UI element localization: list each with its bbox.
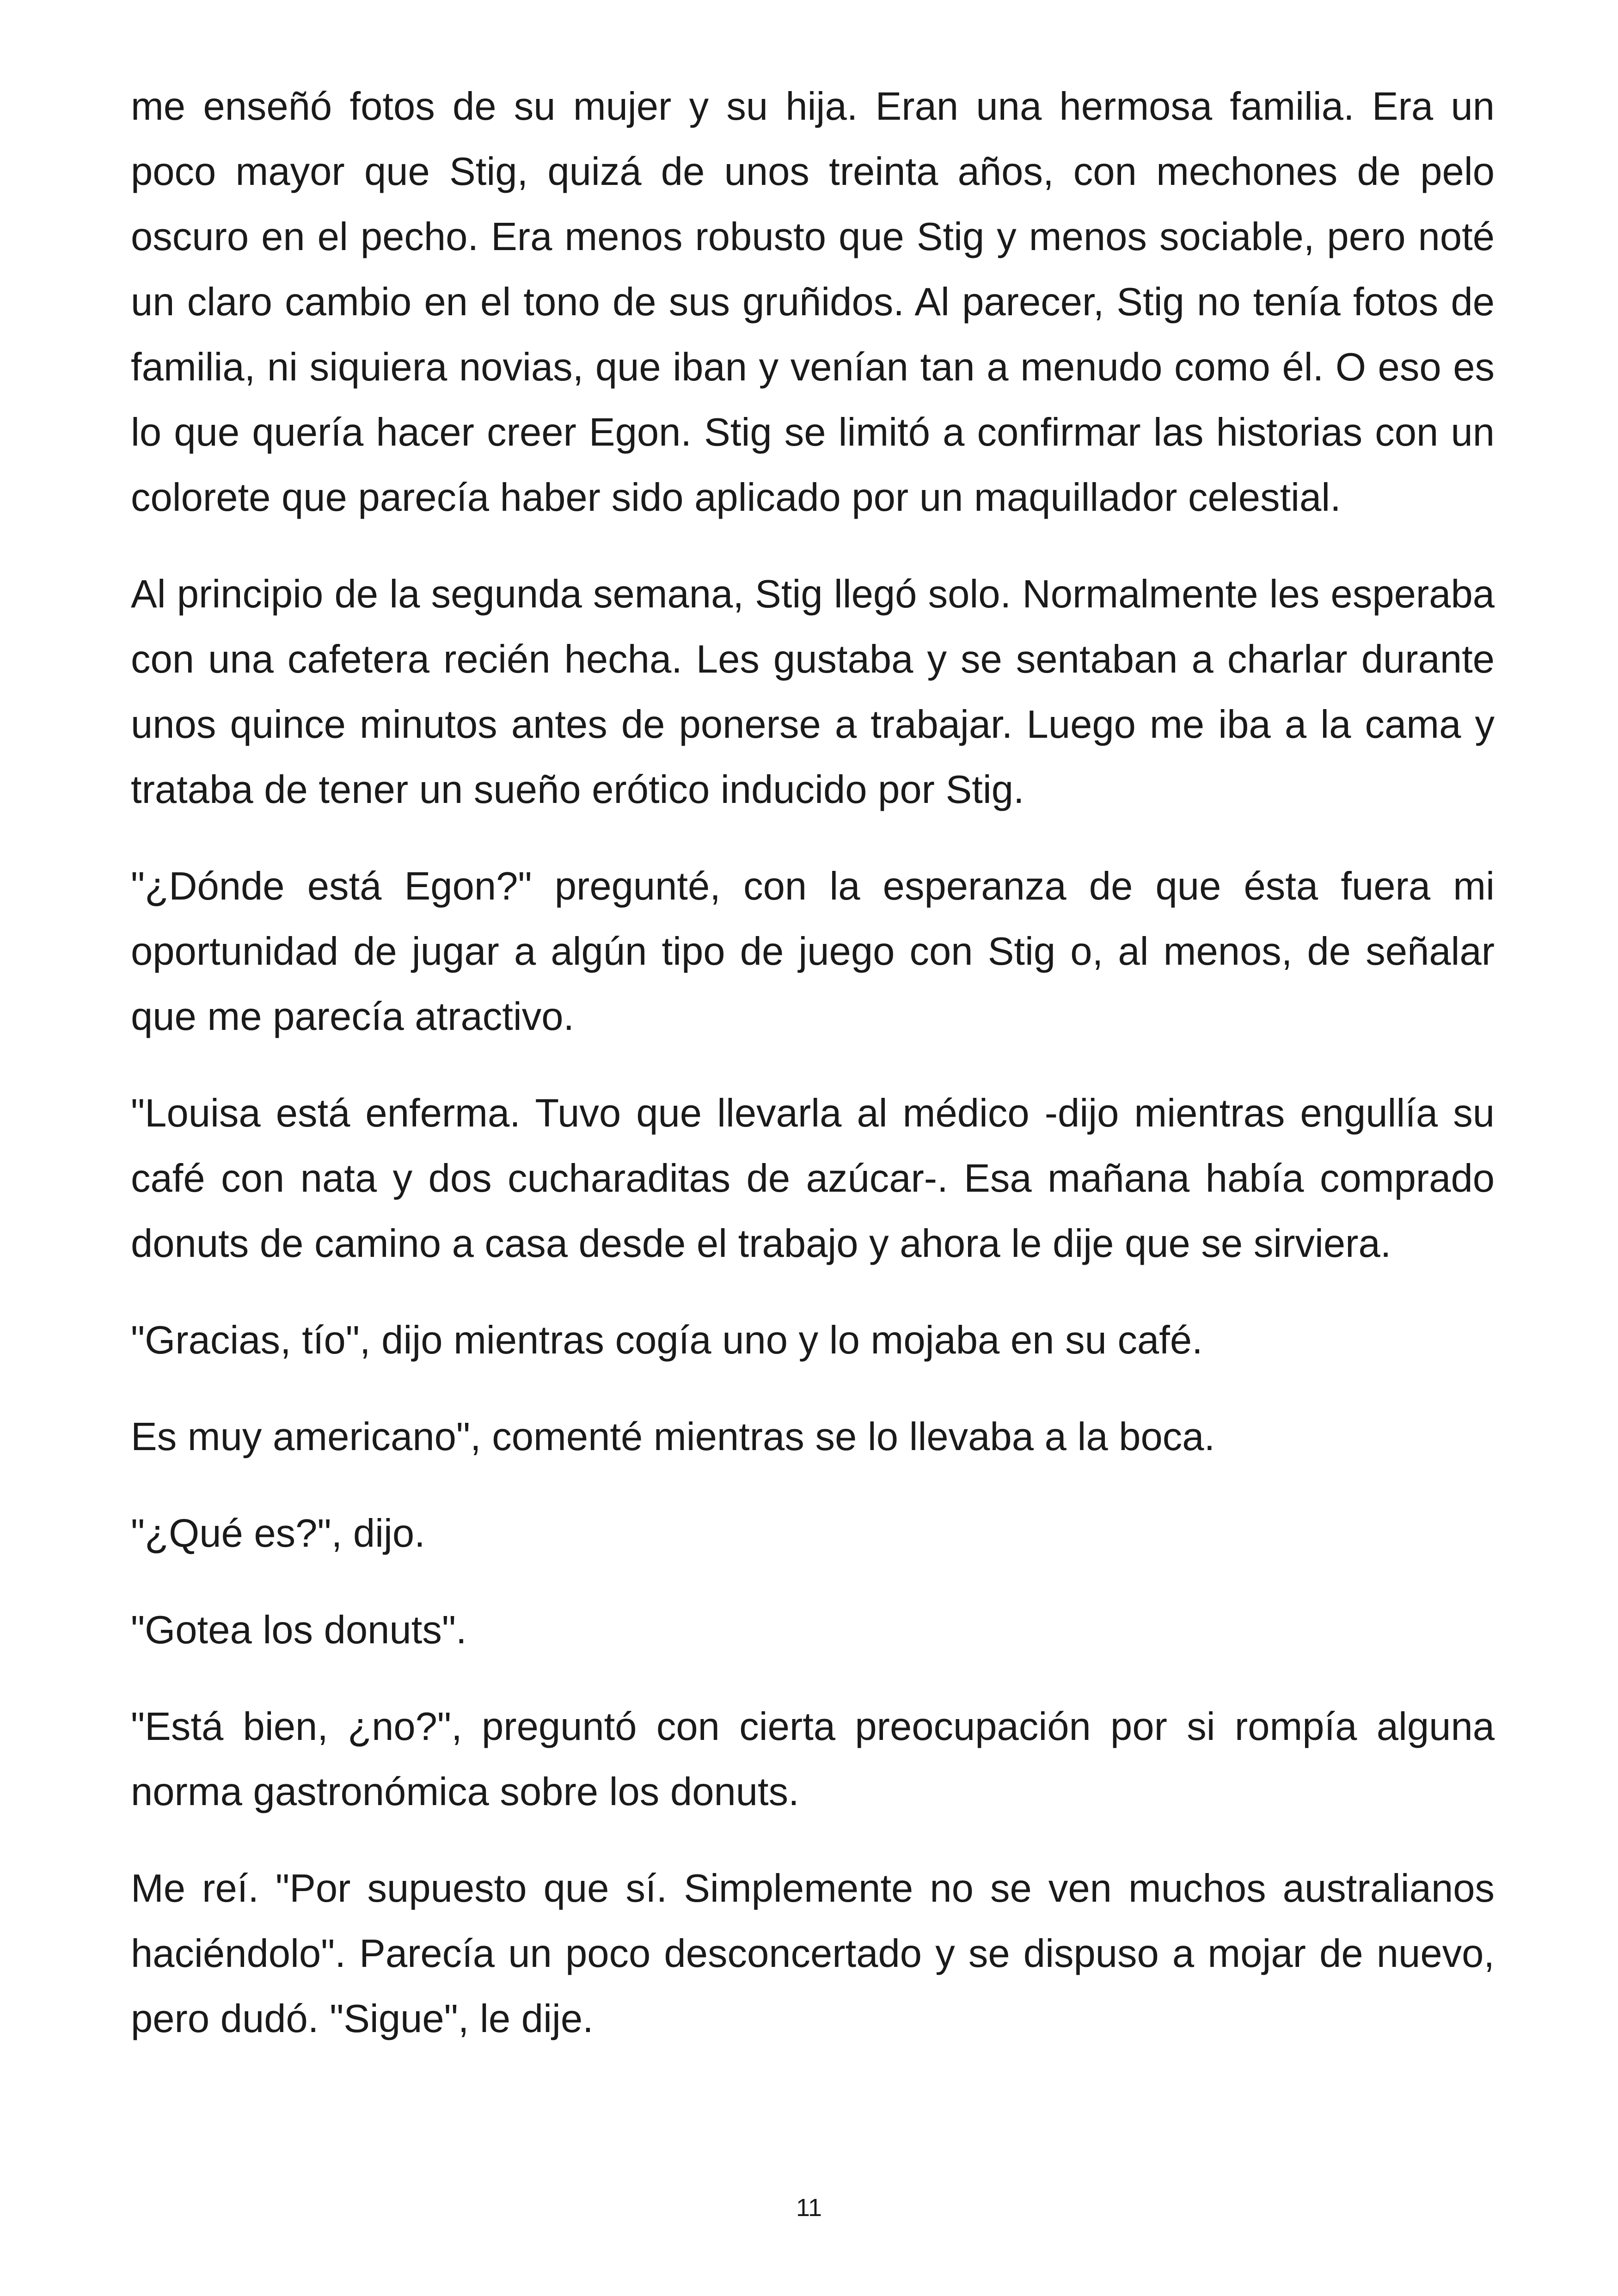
paragraph-5: "Gracias, tío", dijo mientras cogía uno y lo mojaba en su café.	[131, 1318, 1203, 1362]
paragraph-9: "Está bien, ¿no?", preguntó con cierta preocupación por si rompía alguna norma gastronómica sobre los donuts.	[131, 1705, 1495, 1814]
page-number: 11	[796, 2194, 822, 2222]
paragraph-7: "¿Qué es?", dijo.	[131, 1512, 425, 1555]
paragraph-1: me enseñó fotos de su mujer y su hija. Eran una hermosa familia. Era un poco mayor que Stig, quizá de unos treinta años, con mechones de pelo oscuro en el pecho. Era menos robusto que Stig y menos sociable, pero noté un claro cambio en el tono de sus gruñidos. Al parecer, Stig no tenía fotos de familia, ni siquiera novias, que iban y venían tan a menudo como él. O eso es lo que quería hacer creer Egon. Stig se limitó a confirmar las historias con un colorete que parecía haber sido aplicado por un maquillador celestial.	[131, 85, 1495, 520]
paragraph-2: Al principio de la segunda semana, Stig llegó solo. Normalmente les esperaba con una cafetera recién hecha. Les gustaba y se sentaban a charlar durante unos quince minutos antes de ponerse a trabajar. Luego me iba a la cama y trataba de tener un sueño erótico inducido por Stig.	[131, 572, 1495, 812]
paragraph-10: Me reí. "Por supuesto que sí. Simplemente no se ven muchos australianos haciéndolo". Parecía un poco desconcertado y se dispuso a mojar de nuevo, pero dudó. "Sigue", le dije.	[131, 1867, 1495, 2041]
body-text	[131, 74, 1495, 2083]
paragraph-3: "¿Dónde está Egon?" pregunté, con la esperanza de que ésta fuera mi oportunidad de jugar a algún tipo de juego con Stig o, al menos, de señalar que me parecía atractivo.	[131, 864, 1495, 1039]
paragraph-4: "Louisa está enferma. Tuvo que llevarla al médico -dijo mientras engullía su café con nata y dos cucharaditas de azúcar-. Esa mañana había comprado donuts de camino a casa desde el trabajo y ahora le dije que se sirviera.	[131, 1091, 1495, 1266]
paragraph-6: Es muy americano", comenté mientras se lo llevaba a la boca.	[131, 1415, 1215, 1459]
paragraph-8: "Gotea los donuts".	[131, 1608, 467, 1652]
